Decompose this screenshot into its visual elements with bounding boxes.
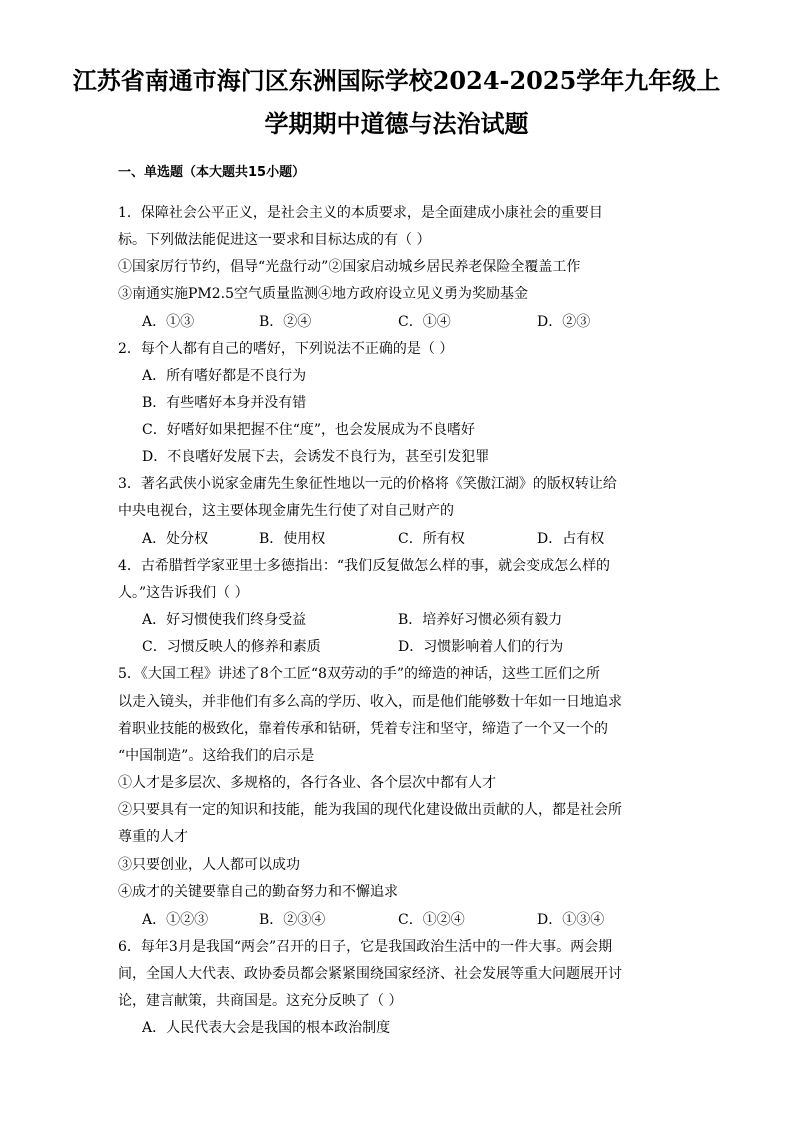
q5-option-a: A．①②③ <box>142 912 209 928</box>
q4-option-a: A．好习惯使我们终身受益 <box>142 612 307 628</box>
q1-stem-line-2: 标。下列做法能促进这一要求和目标达成的有（ ） <box>118 232 431 248</box>
q5-statement-4: ④成才的关键要靠自己的勤奋努力和不懈追求 <box>118 884 398 900</box>
q4-option-c: C．习惯反映人的修养和素质 <box>142 639 321 655</box>
q3-option-b: B．使用权 <box>259 531 326 547</box>
q5-statement-1: ①人才是多层次、多规格的，各行各业、各个层次中都有人才 <box>118 775 496 791</box>
q2-option-a: A．所有嗜好都是不良行为 <box>142 368 307 384</box>
q6-stem-line-1: 6．每年3月是我国“两会”召开的日子，它是我国政治生活中的一件大事。两会期 <box>118 939 613 955</box>
q4-option-b: B．培养好习惯必须有毅力 <box>398 612 563 628</box>
q4-stem-line-1: 4．古希腊哲学家亚里士多德指出：“我们反复做怎么样的事，就会变成怎么样的 <box>118 558 611 574</box>
q5-statement-2-line-2: 尊重的人才 <box>118 829 188 845</box>
q1-option-b: B．②④ <box>259 314 312 330</box>
q5-stem-line-2: 以走入镜头，并非他们有多么高的学历、收入，而是他们能够数十年如一日地追求 <box>118 694 622 710</box>
q1-option-c: C．①④ <box>398 314 451 330</box>
q5-stem-line-4: “中国制造”。这给我们的启示是 <box>118 748 315 764</box>
q1-stem-line-1: 1．保障社会公平正义，是社会主义的本质要求，是全面建成小康社会的重要目 <box>118 205 603 221</box>
q1-option-d: D．②③ <box>537 314 591 330</box>
q5-option-b: B．②③④ <box>259 912 326 928</box>
q6-stem-line-3: 论，建言献策，共商国是。这充分反映了（ ） <box>118 993 403 1009</box>
q2-stem: 2．每个人都有自己的嗜好，下列说法不正确的是（ ） <box>118 341 454 357</box>
q4-stem-line-2: 人。”这告诉我们（ ） <box>118 585 249 601</box>
q1-statement-1: ①国家厉行节约，倡导“光盘行动”②国家启动城乡居民养老保险全覆盖工作 <box>118 259 581 275</box>
q2-option-c: C．好嗜好如果把握不住“度”，也会发展成为不良嗜好 <box>142 422 476 438</box>
q5-option-c: C．①②④ <box>398 912 465 928</box>
q2-option-b: B．有些嗜好本身并没有错 <box>142 395 307 411</box>
q1-statement-2: ③南通实施PM2.5空气质量监测④地方政府设立见义勇为奖励基金 <box>118 286 529 302</box>
q6-option-a: A．人民代表大会是我国的根本政治制度 <box>142 1020 391 1036</box>
q5-stem-line-3: 着职业技能的极致化，靠着传承和钻研，凭着专注和坚守，缔造了一个又一个的 <box>118 721 608 737</box>
q5-stem-line-1: 5．《大国工程》讲述了8个工匠“8双劳动的手”的缔造的神话，这些工匠们之所 <box>118 666 601 682</box>
q3-option-a: A．处分权 <box>142 531 209 547</box>
q5-statement-2-line-1: ②只要具有一定的知识和技能，能为我国的现代化建设做出贡献的人，都是社会所 <box>118 802 622 818</box>
q4-option-d: D．习惯影响着人们的行为 <box>398 639 564 655</box>
q3-stem-line-2: 中央电视台，这主要体现金庸先生行使了对自己财产的 <box>118 503 454 519</box>
document-title-line-2: 学期期中道德与法治试题 <box>264 109 529 138</box>
q1-option-a: A．①③ <box>142 314 195 330</box>
q5-statement-3: ③只要创业，人人都可以成功 <box>118 857 300 873</box>
q5-option-d: D．①③④ <box>537 912 605 928</box>
q3-stem-line-1: 3．著名武侠小说家金庸先生象征性地以一元的价格将《笑傲江湖》的版权转让给 <box>118 476 617 492</box>
q3-option-d: D．占有权 <box>537 531 605 547</box>
section-heading: 一、单选题（本大题共15小题） <box>118 165 306 180</box>
q6-stem-line-2: 间，全国人大代表、政协委员都会紧紧围绕国家经济、社会发展等重大问题展开讨 <box>118 966 622 982</box>
document-title-line-1: 江苏省南通市海门区东洲国际学校2024-2025学年九年级上 <box>72 66 721 95</box>
q3-option-c: C．所有权 <box>398 531 465 547</box>
q2-option-d: D．不良嗜好发展下去，会诱发不良行为，甚至引发犯罪 <box>142 449 490 465</box>
